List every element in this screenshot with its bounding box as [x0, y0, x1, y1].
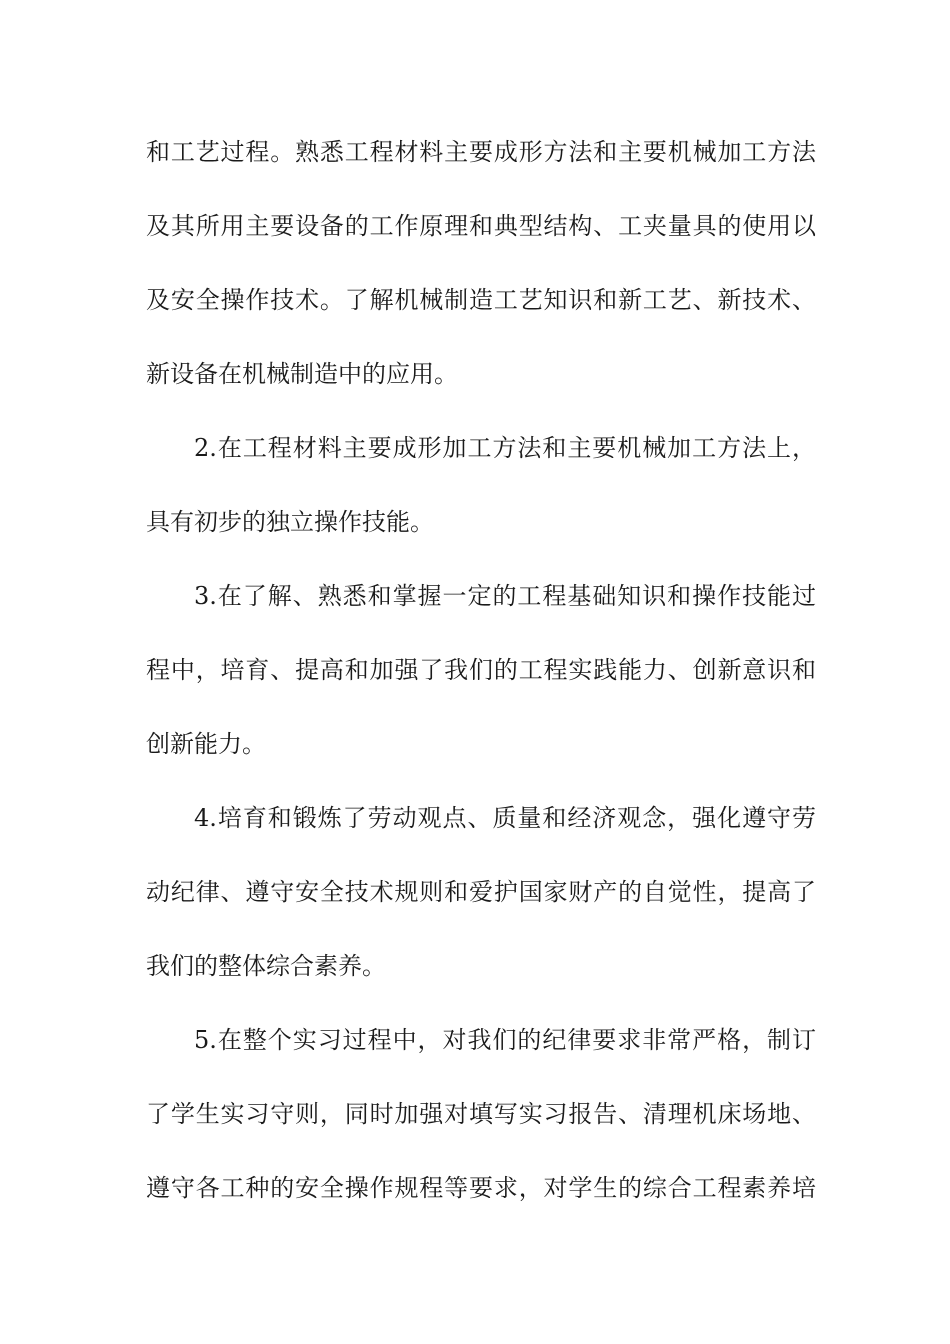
text-line: 5.在整个实习过程中，对我们的纪律要求非常严格，制订	[194, 1026, 816, 1054]
text-line: 创新能力。	[146, 730, 266, 758]
text-line: 2.在工程材料主要成形加工方法和主要机械加工方法上，	[194, 434, 816, 462]
text-line: 了学生实习守则，同时加强对填写实习报告、清理机床场地、	[146, 1100, 816, 1128]
text-line: 新设备在机械制造中的应用。	[146, 360, 458, 388]
text-line: 及安全操作技术。了解机械制造工艺知识和新工艺、新技术、	[146, 286, 816, 314]
text-line: 及其所用主要设备的工作原理和典型结构、工夹量具的使用以	[146, 212, 816, 240]
text-line: 遵守各工种的安全操作规程等要求，对学生的综合工程素养培	[146, 1174, 816, 1202]
text-line: 和工艺过程。熟悉工程材料主要成形方法和主要机械加工方法	[146, 138, 816, 166]
text-line: 我们的整体综合素养。	[146, 952, 386, 980]
text-line: 具有初步的独立操作技能。	[146, 508, 434, 536]
text-line: 动纪律、遵守安全技术规则和爱护国家财产的自觉性，提高了	[146, 878, 816, 906]
text-line: 4.培育和锻炼了劳动观点、质量和经济观念，强化遵守劳	[194, 804, 816, 832]
text-line: 3.在了解、熟悉和掌握一定的工程基础知识和操作技能过	[194, 582, 816, 610]
text-line: 程中，培育、提高和加强了我们的工程实践能力、创新意识和	[146, 656, 816, 684]
